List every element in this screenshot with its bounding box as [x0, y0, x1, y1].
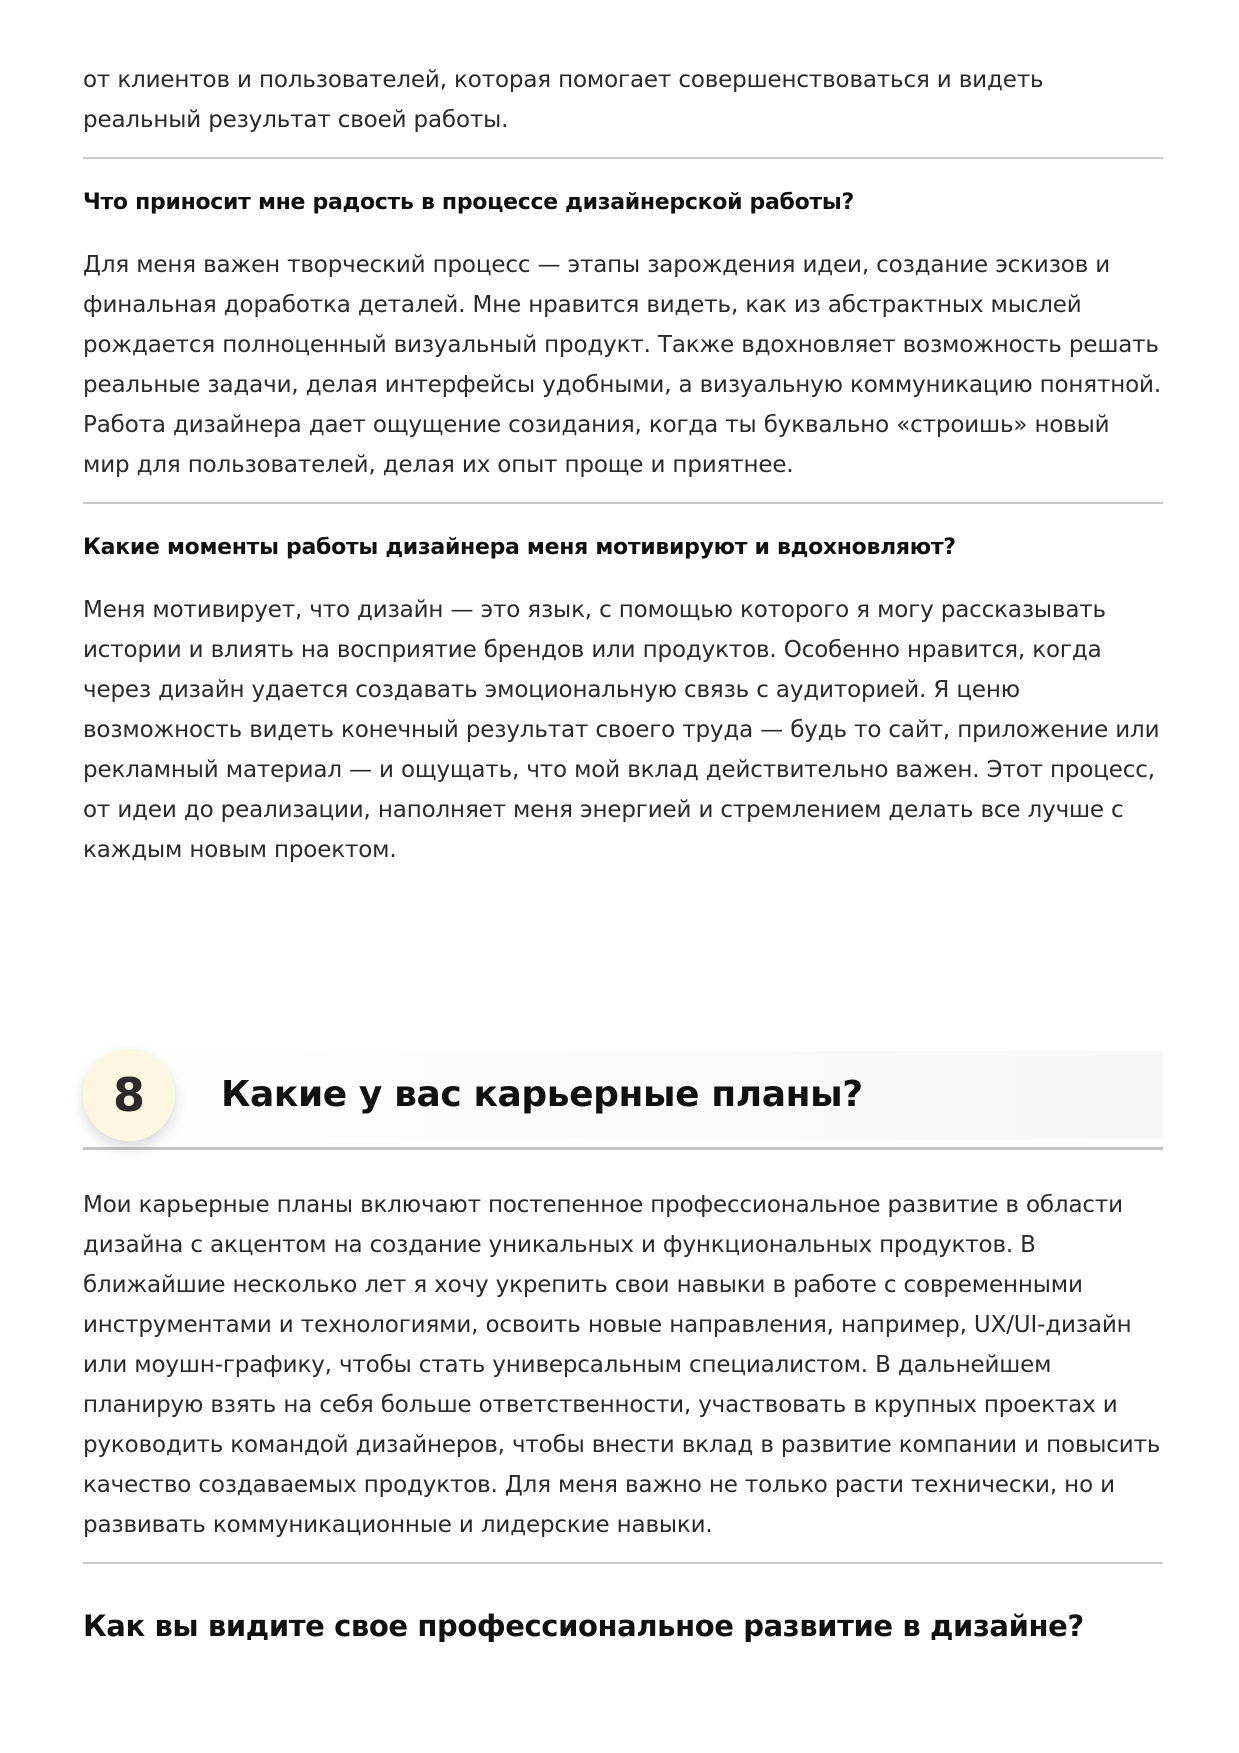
intro-paragraph: от клиентов и пользователей, которая помогает совершенствоваться и видеть реальный результат своей работы. [83, 67, 1044, 133]
section-title: Какие у вас карьерные планы? [221, 1074, 863, 1115]
next-question-heading: Как вы видите свое профессиональное развитие в дизайне? [83, 1609, 1084, 1643]
section-number-badge: 8 [83, 1049, 175, 1141]
answer-paragraph-joy: Для меня важен творческий процесс — этапы зарождения идеи, создание эскизов и финальная доработка деталей. Мне нравится видеть, как из абстрактных мыслей рождается полноценный визуальный продукт. Также вдохновляет возможность решать реальные задачи, делая интерфейсы удобными, а визуальную коммуникацию понятной. Работа дизайнера дает ощущение созидания, когда ты буквально «строишь» новый мир для пользователей, делая их опыт проще и приятнее. [83, 252, 1161, 478]
divider [83, 1562, 1163, 1564]
divider [83, 157, 1163, 159]
answer-paragraph-motivation: Меня мотивирует, что дизайн — это язык, с помощью которого я могу рассказывать истории и влиять на восприятие брендов или продуктов. Особенно нравится, когда через дизайн удается создавать эмоциональную связь с аудиторией. Я ценю возможность видеть конечный результат своего труда — будь то сайт, приложение или рекламный материал — и ощущать, что мой вклад действительно важен. Этот процесс, от идеи до реализации, наполняет меня энергией и стремлением делать все лучше с каждым новым проектом. [83, 597, 1160, 863]
question-heading-joy: Что приносит мне радость в процессе дизайнерской работы? [83, 190, 854, 215]
section-divider [83, 1147, 1163, 1150]
divider [83, 502, 1163, 504]
section-paragraph: Мои карьерные планы включают постепенное профессиональное развитие в области дизайна с акцентом на создание уникальных и функциональных продуктов. В ближайшие несколько лет я хочу укрепить свои навыки в работе с современными инструментами и технологиями, освоить новые направления, например, UX/UI-дизайн или моушн-графику, чтобы стать универсальным специалистом. В дальнейшем планирую взять на себя больше ответственности, участвовать в крупных проектах и руководить командой дизайнеров, чтобы внести вклад в развитие компании и повысить качество создаваемых продуктов. Для меня важно не только расти технически, но и развивать коммуникационные и лидерские навыки. [83, 1192, 1161, 1538]
page-content [83, 60, 1163, 1645]
question-heading-motivation: Какие моменты работы дизайнера меня мотивируют и вдохновляют? [83, 535, 956, 560]
section-header [83, 1043, 1163, 1147]
